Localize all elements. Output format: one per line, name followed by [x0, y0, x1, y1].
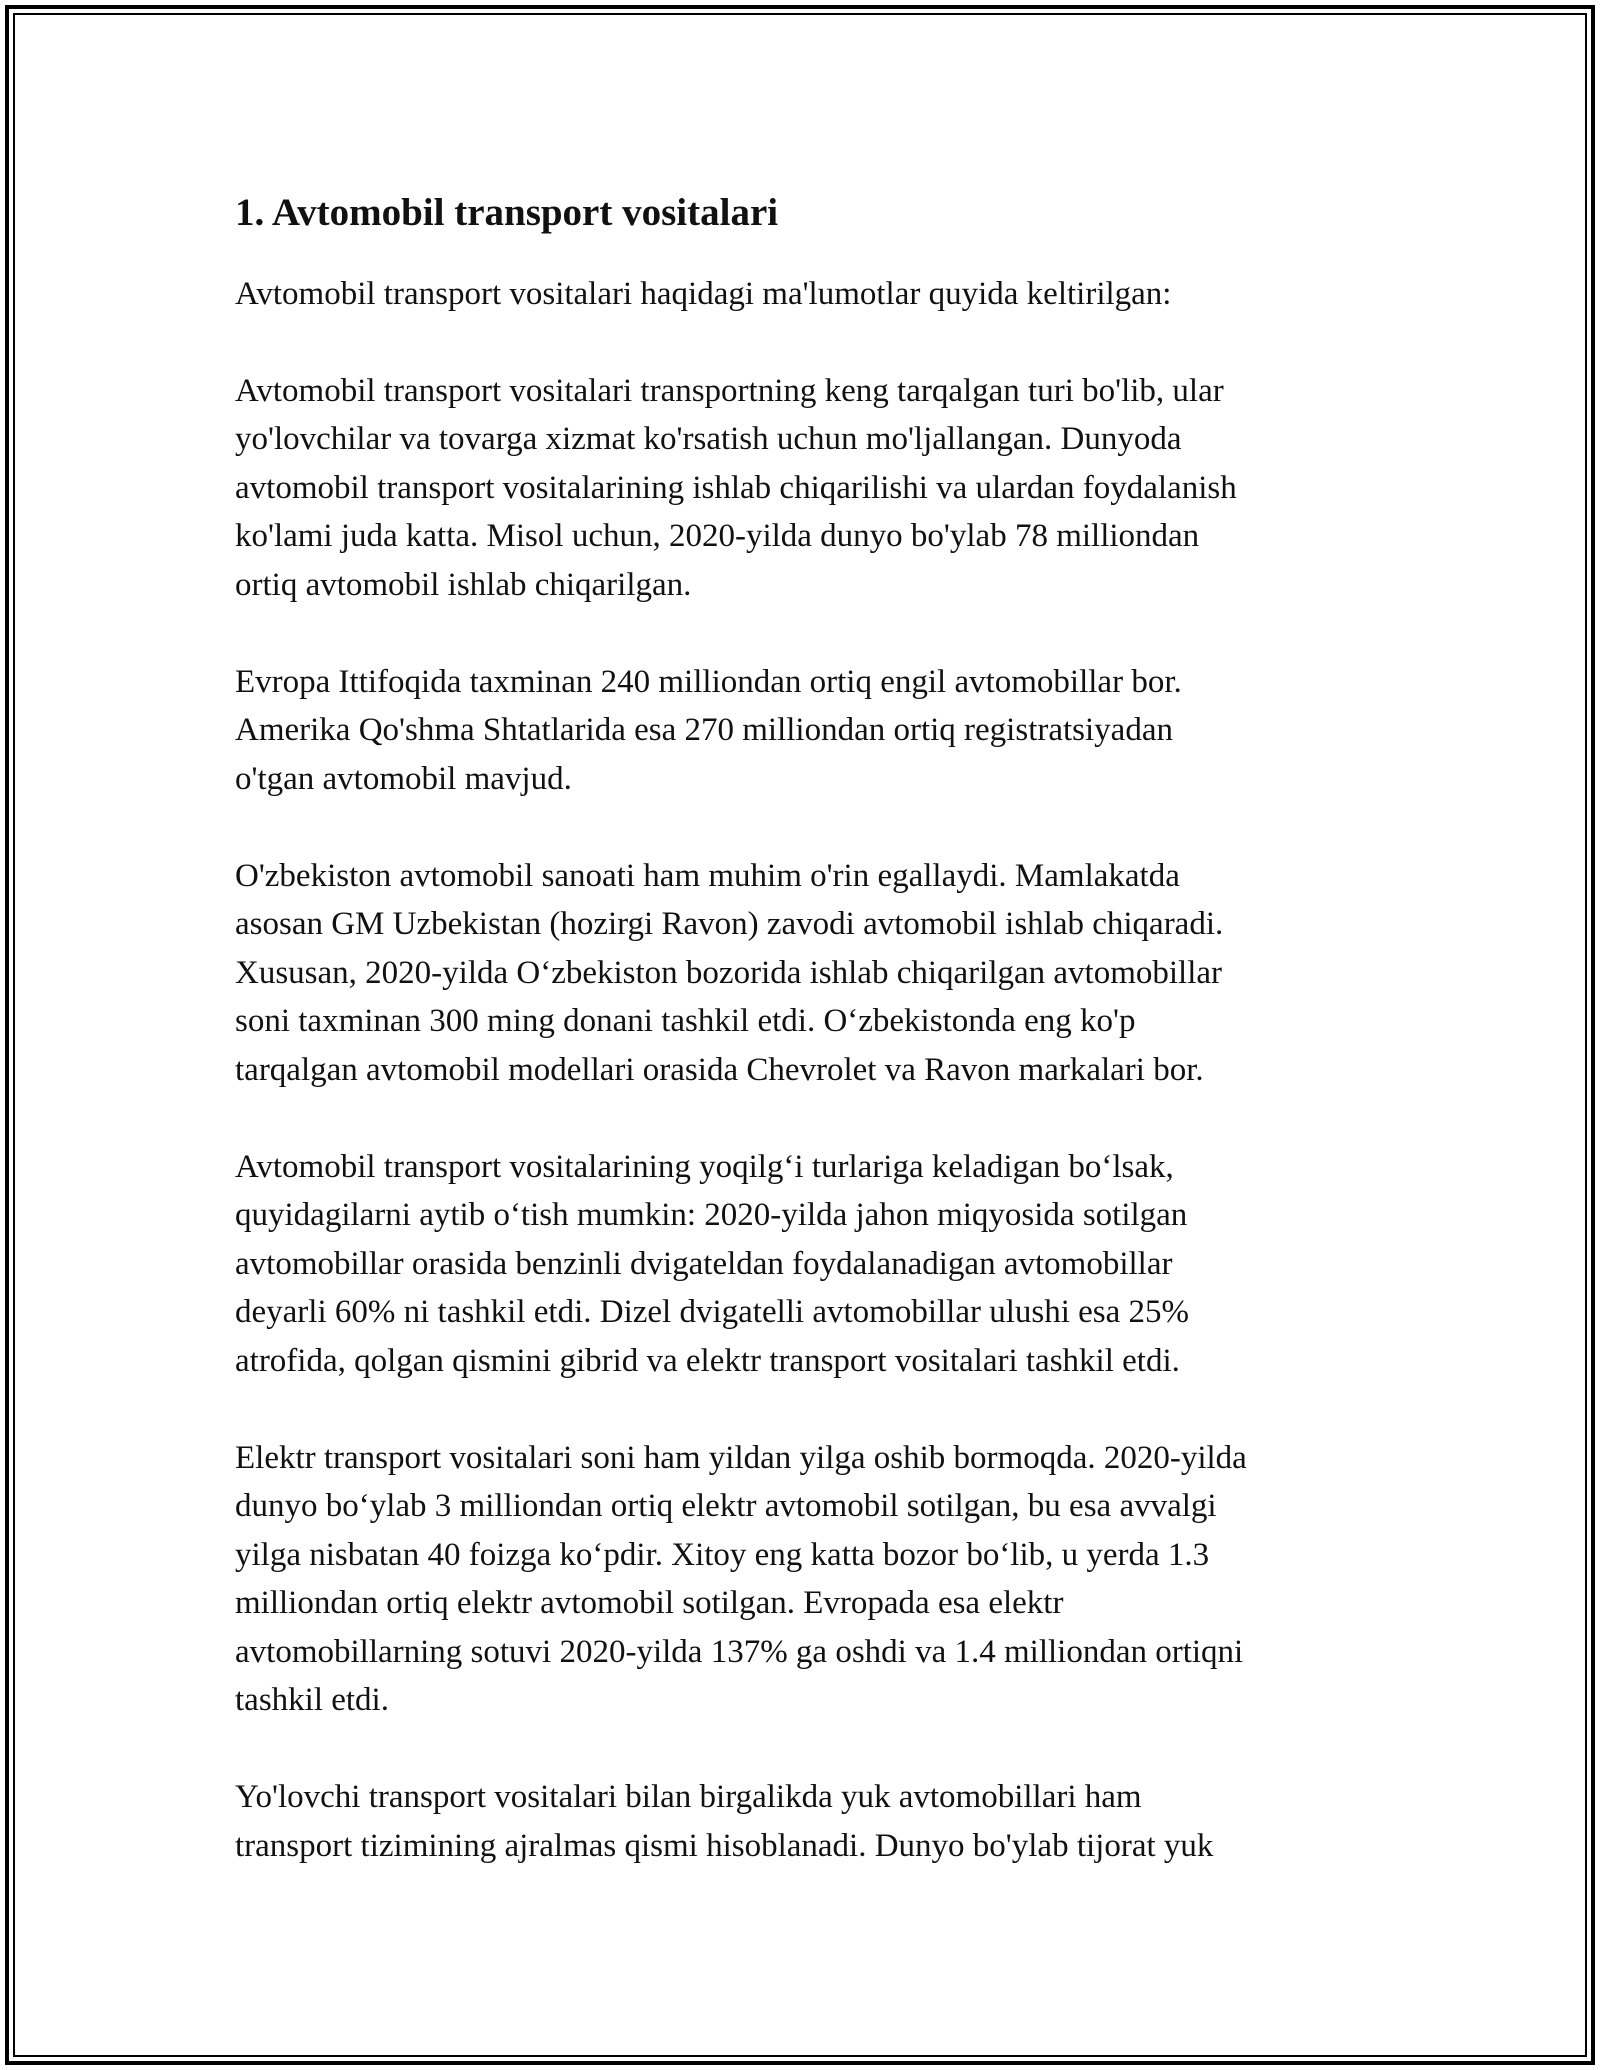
document-body — [235, 182, 1375, 1919]
body-paragraph — [235, 1434, 1375, 1725]
paragraph-line: o'tgan avtomobil mavjud. — [235, 760, 572, 797]
paragraph-list — [235, 367, 1375, 1871]
paragraph-line: Amerika Qo'shma Shtatlarida esa 270 milliondan ortiq registratsiyadan — [235, 712, 1173, 748]
body-paragraph — [235, 1143, 1375, 1386]
paragraph-line: yilga nisbatan 40 foizga ko‘pdir. Xitoy eng katta bozor bo‘lib, u yerda 1.3 — [235, 1536, 1210, 1573]
paragraph-line: Yo'lovchi transport vositalari bilan birgalikda yuk avtomobillari ham — [235, 1779, 1142, 1815]
section-heading: 1. Avtomobil transport vositalari — [235, 191, 779, 234]
paragraph-line: ortiq avtomobil ishlab chiqarilgan. — [235, 566, 692, 603]
paragraph-line: yo'lovchilar va tovarga xizmat ko'rsatish uchun mo'ljallangan. Dunyoda — [235, 421, 1182, 457]
paragraph-line: quyidagilarni aytib o‘tish mumkin: 2020-yilda jahon miqyosida sotilgan — [235, 1197, 1188, 1233]
paragraph-line: dunyo bo‘ylab 3 milliondan ortiq elektr avtomobil sotilgan, bu esa avvalgi — [235, 1488, 1217, 1524]
body-paragraph — [235, 1773, 1375, 1870]
paragraph-line: Avtomobil transport vositalari transportning keng tarqalgan turi bo'lib, ular — [235, 372, 1224, 409]
paragraph-line: atrofida, qolgan qismini gibrid va elektr transport vositalari tashkil etdi. — [235, 1342, 1180, 1379]
body-paragraph — [235, 367, 1375, 610]
paragraph-line: avtomobil transport vositalarining ishlab chiqarilishi va ulardan foydalanish — [235, 469, 1237, 506]
paragraph-line: Xususan, 2020-yilda O‘zbekiston bozorida ishlab chiqarilgan avtomobillar — [235, 954, 1223, 991]
paragraph-line: milliondan ortiq elektr avtomobil sotilgan. Evropada esa elektr — [235, 1585, 1064, 1621]
paragraph-line: transport tizimining ajralmas qismi hisoblanadi. Dunyo bo'ylab tijorat yuk — [235, 1827, 1214, 1864]
intro-paragraph: Avtomobil transport vositalari haqidagi ma'lumotlar quyida keltirilgan: — [235, 276, 1172, 312]
paragraph-line: Avtomobil transport vositalarining yoqilg‘i turlariga keladigan bo‘lsak, — [235, 1148, 1174, 1185]
paragraph-line: asosan GM Uzbekistan (hozirgi Ravon) zavodi avtomobil ishlab chiqaradi. — [235, 906, 1224, 942]
paragraph-line: tarqalgan avtomobil modellari orasida Chevrolet va Ravon markalari bor. — [235, 1051, 1204, 1088]
paragraph-line: O'zbekiston avtomobil sanoati ham muhim o'rin egallaydi. Mamlakatda — [235, 857, 1180, 894]
paragraph-line: Elektr transport vositalari soni ham yildan yilga oshib bormoqda. 2020-yilda — [235, 1439, 1247, 1476]
paragraph-line: Evropa Ittifoqida taxminan 240 milliondan ortiq engil avtomobillar bor. — [235, 663, 1182, 700]
paragraph-line: soni taxminan 300 ming donani tashkil etdi. O‘zbekistonda eng ko'p — [235, 1003, 1136, 1039]
paragraph-line: ko'lami juda katta. Misol uchun, 2020-yilda dunyo bo'ylab 78 milliondan — [235, 518, 1200, 554]
paragraph-line: avtomobillarning sotuvi 2020-yilda 137% ga oshdi va 1.4 milliondan ortiqni — [235, 1633, 1244, 1670]
body-paragraph — [235, 658, 1375, 804]
body-paragraph — [235, 852, 1375, 1095]
paragraph-line: avtomobillar orasida benzinli dvigateldan foydalanadigan avtomobillar — [235, 1245, 1173, 1282]
paragraph-line: deyarli 60% ni tashkil etdi. Dizel dvigatelli avtomobillar ulushi esa 25% — [235, 1294, 1190, 1330]
paragraph-line: tashkil etdi. — [235, 1682, 389, 1718]
